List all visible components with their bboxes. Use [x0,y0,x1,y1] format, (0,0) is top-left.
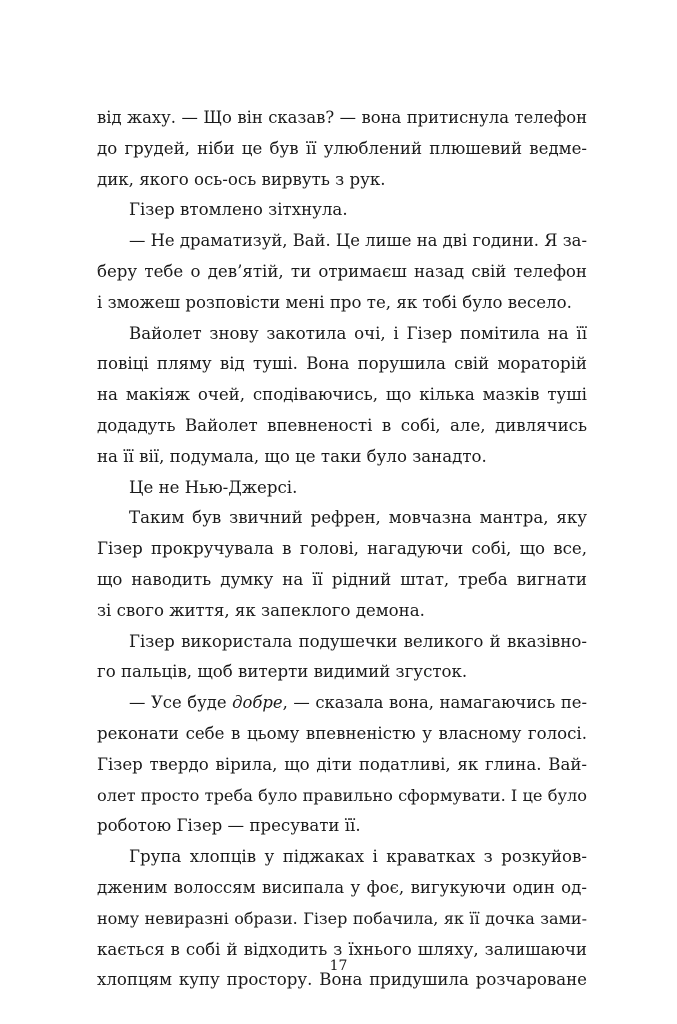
text-line: Гізер прокручувала в голові, нагадуючи собі, що все, [97,539,587,559]
text-line: до грудей, ніби це був її улюблений плюшевий ведме- [97,138,587,158]
text-line: Гізер використала подушечки великого й вказівно- [129,631,587,651]
text-line: зі свого життя, як запеклого демона. [97,600,425,620]
text-line: Таким був звичний рефрен, мовчазна мантра, яку [129,508,587,528]
text-line: і зможеш розповісти мені про те, як тобі було весело. [97,292,572,312]
page-number: 17 [329,958,348,974]
text-line: кається в собі й відходить з їхнього шляху, залишаючи [97,939,587,959]
text-line: олет просто треба було правильно сформувати. І це було [97,785,587,805]
text-line: хлопцям купу простору. Вона придушила розчароване [97,970,587,990]
text-line: дик, якого ось-ось вирвуть з рук. [97,169,386,189]
text-line: реконати себе в цьому впевненістю у власному голосі. [97,723,587,743]
text-line: на макіяж очей, сподіваючись, що кілька мазків туші [97,385,587,405]
text-line: Група хлопців у піджаках і краватках з розкуйов- [129,847,587,867]
text-line: беру тебе о дев’ятій, ти отримаєш назад свій телефон [97,261,587,281]
text-line: повіці пляму від туші. Вона порушила свій мораторій [97,354,587,374]
text-line: що наводить думку на її рідний штат, треба вигнати [97,569,587,589]
text-segment: , — сказала вона, намагаючись пе- [282,693,587,713]
text-line: роботою Гізер — пресувати її. [97,816,361,836]
text-segment: — Усе буде [129,693,233,713]
text-line: Гізер твердо вірила, що діти податливі, як глина. Вай- [97,754,587,774]
text-line: на її вії, подумала, що це таки було занадто. [97,446,487,466]
text-line [97,688,587,719]
text-line: Вайолет знову закотила очі, і Гізер помітила на її [129,323,587,343]
text-line: го пальців, щоб витерти видимий згусток. [97,662,468,682]
text-line: від жаху. — Що він сказав? — вона притиснула телефон [97,108,587,127]
text-line: Це не Нью-Джерсі. [129,477,298,497]
text-line: Гізер втомлено зітхнула. [129,200,348,220]
body-text [97,103,587,996]
text-line: додадуть Вайолет впевненості в собі, але, дивлячись [97,415,587,435]
text-line: ному невиразні образи. Гізер побачила, як її дочка зами- [97,908,587,928]
italic-word: добре [232,693,283,713]
text-line: дженим волоссям висипала у фоє, вигукуючи один од- [97,877,587,897]
text-line: — Не драматизуй, Вай. Це лише на дві години. Я за- [129,231,587,251]
